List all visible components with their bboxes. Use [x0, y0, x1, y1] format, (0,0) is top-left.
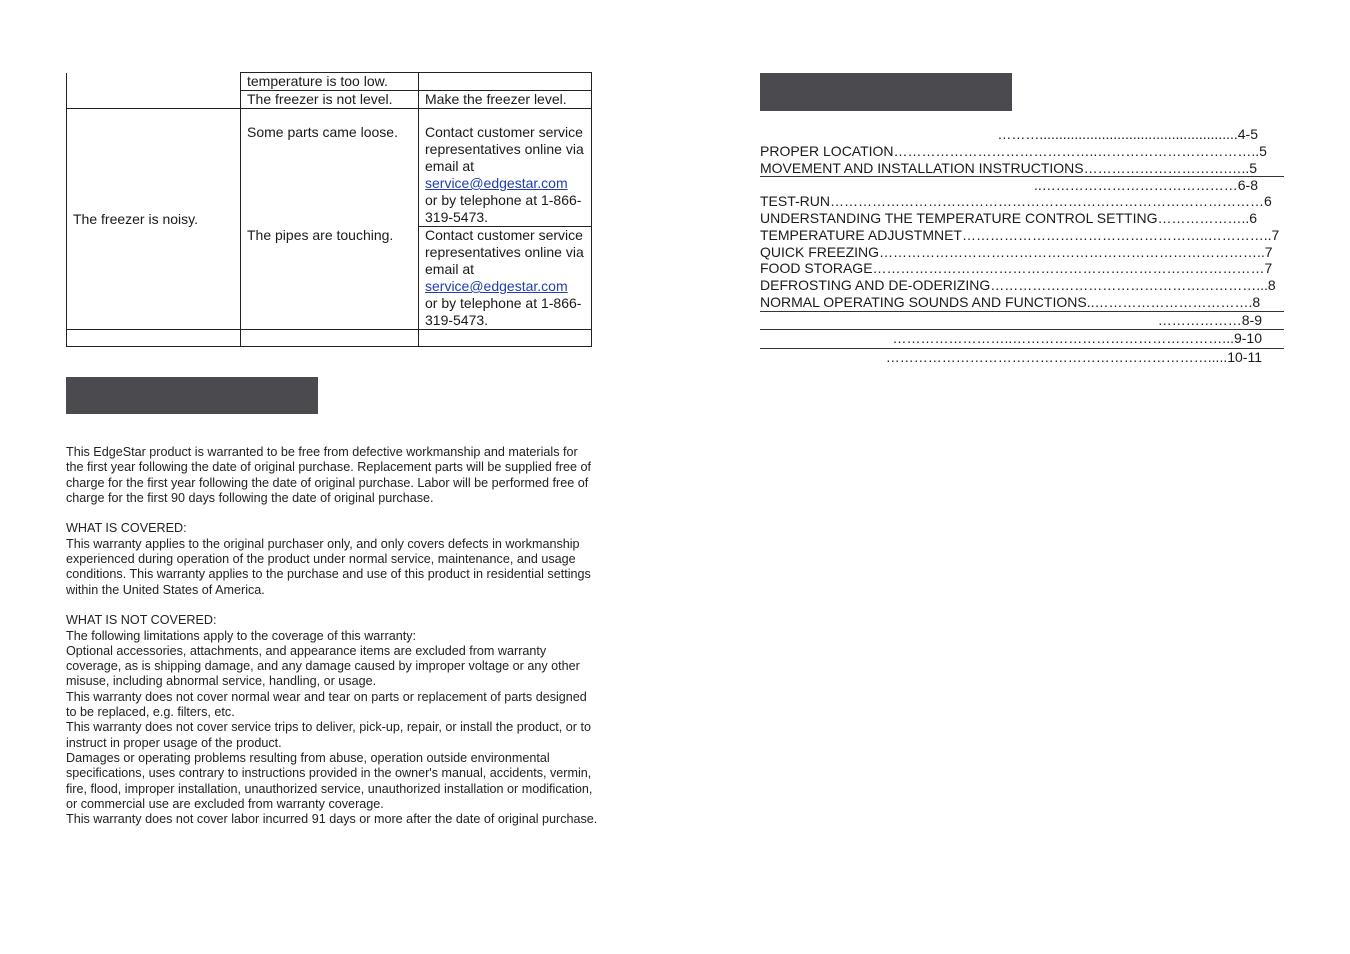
paragraph-gap [66, 598, 598, 613]
cause-cell: The freezer is not level. [241, 91, 419, 109]
email-link[interactable]: service@edgestar.com [425, 175, 568, 191]
solution-text [425, 109, 585, 226]
solution-intro: Contact customer service representatives online via email at [425, 227, 584, 277]
cause-cell [241, 109, 419, 227]
solution-phone: or by telephone at 1-866-319-5473. [425, 295, 582, 328]
toc-entry[interactable]: NORMAL OPERATING SOUNDS AND FUNCTIONS..…………………………….8 [760, 294, 1284, 312]
problem-cell: The freezer is noisy. [67, 109, 241, 330]
cause-cell: The pipes are touching. [241, 227, 419, 330]
solution-phone: or by telephone at 1-866-319-5473. [425, 192, 582, 225]
problem-cell [67, 73, 241, 91]
not-covered-item: This warranty does not cover normal wear and tear on parts or replacement of parts designed to be replaced, e.g. filters, etc. [66, 689, 587, 720]
toc-entry[interactable]: MOVEMENT AND INSTALLATION INSTRUCTIONS………………………….…..5 [760, 159, 1258, 176]
paragraph-gap [66, 506, 598, 521]
toc-entry[interactable]: QUICK FREEZING………………………………………………………………………..7 [760, 243, 1273, 260]
solution-cell [419, 73, 592, 91]
problem-cell [67, 330, 241, 347]
right-page [675, 0, 1350, 954]
table-row [67, 73, 592, 91]
covered-heading: WHAT IS COVERED: [66, 521, 187, 536]
not-covered-heading: WHAT IS NOT COVERED: [66, 613, 217, 628]
toc-entry[interactable]: ………………8-9 [760, 312, 1284, 331]
section-heading-bar [760, 73, 1012, 111]
solution-cell [419, 330, 592, 347]
toc-entry[interactable]: UNDERSTANDING THE TEMPERATURE CONTROL SETTING………………..6 [760, 209, 1258, 226]
covered-text: This warranty applies to the original purchaser only, and only covers defects in workmanship experienced during operation of the product under normal service, maintenance, and usage conditions. This warranty applies to the purchase and use of this product in residential settings within the United States of America. [66, 536, 591, 597]
not-covered-item: This warranty does not cover labor incurred 91 days or more after the date of original purchase. [66, 812, 598, 827]
solution-cell: Make the freezer level. [419, 91, 592, 109]
cause-text: Some parts came loose. [247, 124, 398, 140]
table-row [67, 330, 592, 347]
toc-entry[interactable]: TEMPERATURE ADJUSTMNET……………………………………………..…………..7 [760, 226, 1280, 243]
solution-cell [419, 109, 592, 227]
table-of-contents [760, 126, 1284, 367]
warranty-intro: This EdgeStar product is warranted to be free from defective workmanship and materials for the first year following the date of original purchase. Replacement parts will be supplied free of charge for the first year following the date of original purchase. Labor will be performed free of charge for the first 90 days following the date of original purchase. [66, 445, 592, 505]
toc-entry[interactable]: DEFROSTING AND DE-ODERIZING…………………………………………………...8 [760, 277, 1276, 294]
toc-entry[interactable]: ..……………………………………6-8 [760, 176, 1284, 193]
toc-entry[interactable]: ………...................................................4-5 [997, 126, 1258, 142]
toc-entry[interactable]: FOOD STORAGE…………………………………………………………………………7 [760, 260, 1273, 277]
section-heading-bar [66, 377, 318, 414]
solution-intro: Contact customer service representatives online via email at [425, 124, 584, 174]
table-row [67, 91, 592, 109]
not-covered-item: Damages or operating problems resulting from abuse, operation outside environmental specifications, uses contrary to instructions provided in the owner's manual, accidents, vermin, fire, flood, improper installation, unauthorized service, unauthorized installation or modification, or commercial use are excluded from warranty coverage. [66, 750, 593, 811]
not-covered-item: This warranty does not cover service trips to deliver, pick-up, repair, or install the product, or to instruct in proper usage of the product. [66, 720, 591, 750]
toc-entry[interactable]: …………………………………………………………….....10-11 [885, 348, 1262, 365]
problem-cell [67, 91, 241, 109]
troubleshooting-table [66, 72, 592, 347]
toc-entry[interactable]: TEST-RUN…………………………………………………………………………………6 [760, 193, 1272, 210]
solution-cell [419, 227, 592, 330]
warranty-text [66, 445, 598, 827]
table-row [67, 109, 592, 227]
not-covered-item: The following limitations apply to the coverage of this warranty: [66, 628, 416, 643]
cause-cell [241, 330, 419, 347]
cause-cell: temperature is too low. [241, 73, 419, 91]
toc-entry[interactable]: PROPER LOCATION……………………………………..……………………………..5 [760, 142, 1267, 159]
not-covered-item: Optional accessories, attachments, and appearance items are excluded from warranty coverage, as is shipping damage, and any damage caused by improper voltage or any other misuse, including abnormal service, handling, or usage. [66, 643, 580, 689]
toc-entry[interactable]: ……………………..………………………………………...9-10 [760, 330, 1284, 349]
email-link[interactable]: service@edgestar.com [425, 278, 568, 294]
